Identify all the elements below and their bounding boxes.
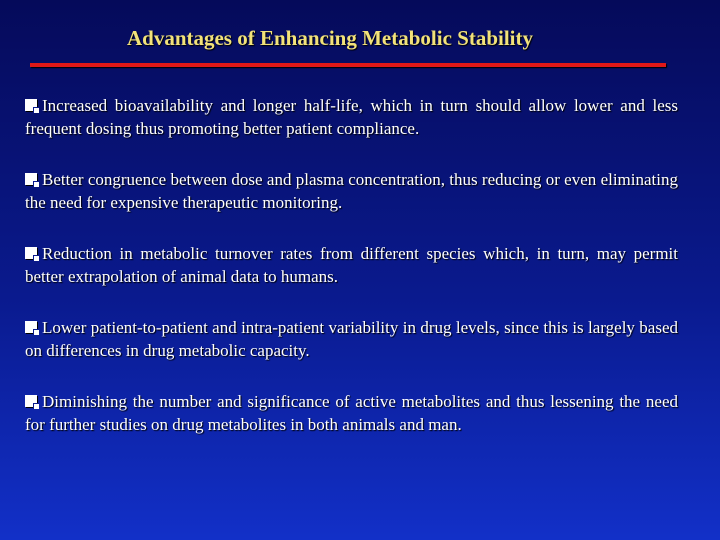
bullet-item: [25, 316, 678, 362]
bullet-item: [25, 390, 678, 436]
bullet-list: [25, 94, 678, 464]
checkbox-bullet-icon: [25, 247, 37, 259]
bullet-text: Increased bioavailability and longer half-life, which in turn should allow lower and less frequent dosing thus promoting better patient compliance.: [25, 96, 678, 138]
bullet-text: Diminishing the number and significance of active metabolites and thus lessening the need for further studies on drug metabolites in both animals and man.: [25, 392, 678, 434]
checkbox-bullet-icon: [25, 173, 37, 185]
checkbox-bullet-icon: [25, 395, 37, 407]
checkbox-bullet-icon: [25, 321, 37, 333]
title-divider: [30, 63, 666, 67]
bullet-text: Reduction in metabolic turnover rates from different species which, in turn, may permit better extrapolation of animal data to humans.: [25, 244, 678, 286]
bullet-item: [25, 168, 678, 214]
checkbox-bullet-icon: [25, 99, 37, 111]
slide-title: Advantages of Enhancing Metabolic Stability: [126, 26, 534, 50]
bullet-item: [25, 94, 678, 140]
bullet-text: Better congruence between dose and plasma concentration, thus reducing or even eliminating the need for expensive therapeutic monitoring.: [25, 170, 678, 212]
bullet-item: [25, 242, 678, 288]
bullet-text: Lower patient-to-patient and intra-patient variability in drug levels, since this is largely based on differences in drug metabolic capacity.: [25, 318, 678, 360]
